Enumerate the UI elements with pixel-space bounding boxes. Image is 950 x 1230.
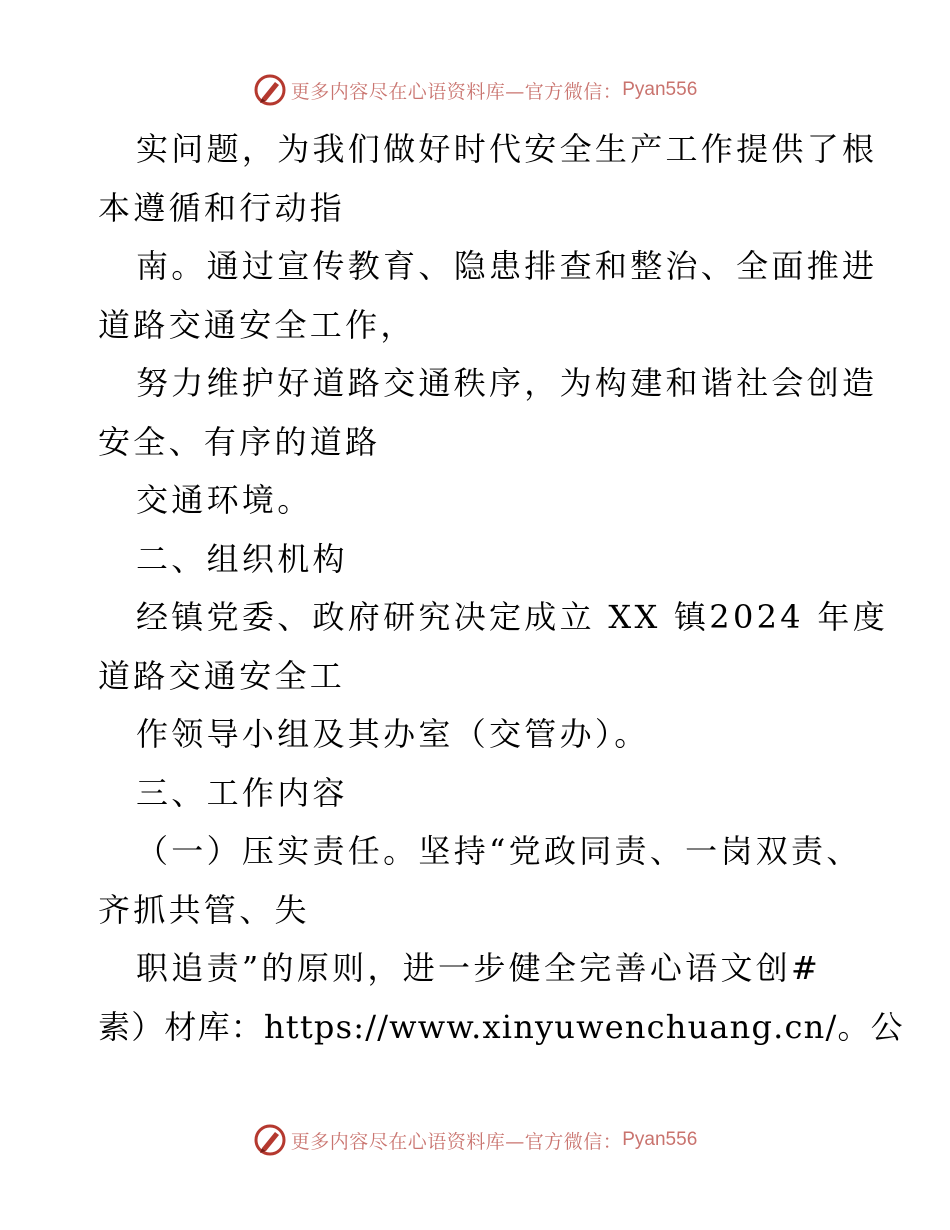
pen-logo-icon bbox=[253, 1123, 287, 1157]
section-heading: 二、组织机构 bbox=[136, 539, 348, 578]
text-line: 努力维护好道路交通秩序，为构建和谐社会创造 bbox=[136, 364, 878, 402]
document-body bbox=[98, 120, 904, 1056]
text-line: 道路交通安全工作， bbox=[98, 305, 416, 344]
watermark-wechat-id: Pyan556 bbox=[622, 79, 698, 100]
text-line: 交通环境。 bbox=[136, 481, 313, 519]
text-line: （一）压实责任。坚持“党政同责、一岗双责、 bbox=[136, 832, 862, 870]
text-line: 素）材库：https://www.xinyuwenchuang.cn/。公 bbox=[98, 1007, 904, 1046]
footer-watermark bbox=[0, 1120, 950, 1160]
text-line: 安全、有序的道路 bbox=[98, 422, 381, 461]
text-line: 作领导小组及其办室（交管办）。 bbox=[136, 715, 650, 753]
pen-logo-icon bbox=[253, 73, 287, 107]
watermark-wechat-id: Pyan556 bbox=[622, 1129, 698, 1150]
text-line: 齐抓共管、失 bbox=[98, 890, 310, 929]
text-line: 经镇党委、政府研究决定成立 XX 镇2024 年度 bbox=[136, 598, 889, 636]
watermark-text: 更多内容尽在心语资料库—官方微信： bbox=[290, 1130, 623, 1153]
watermark-text: 更多内容尽在心语资料库—官方微信： bbox=[290, 80, 623, 103]
text-line: 南。通过宣传教育、隐患排查和整治、全面推进 bbox=[136, 247, 878, 285]
text-line: 本遵循和行动指 bbox=[98, 188, 346, 227]
text-line: 道路交通安全工 bbox=[98, 656, 346, 695]
text-line: 职追责”的原则，进一步健全完善心语文创# bbox=[136, 949, 822, 987]
text-line: 实问题，为我们做好时代安全生产工作提供了根 bbox=[136, 130, 878, 168]
section-heading: 三、工作内容 bbox=[136, 773, 348, 812]
header-watermark bbox=[0, 70, 950, 110]
